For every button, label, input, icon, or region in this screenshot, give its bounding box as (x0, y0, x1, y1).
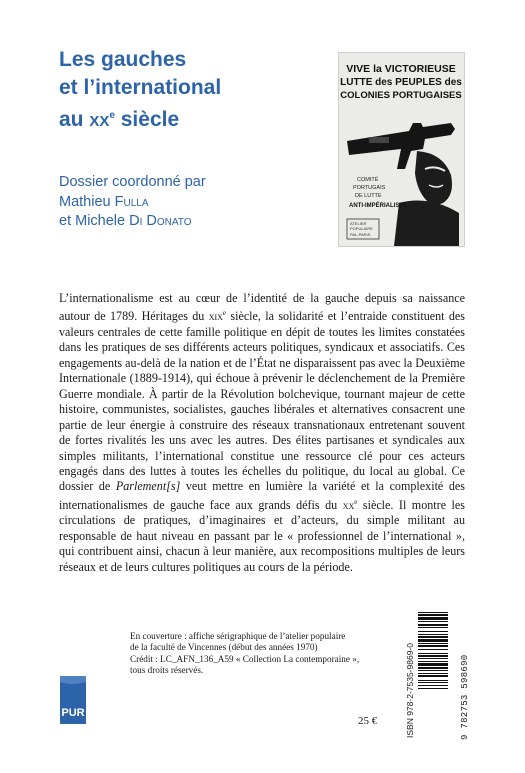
summary-part-2: siècle, la solidarité et l’entraide constituent des valeurs centrales de cette famille politique en dépit de toutes les limites constatées dans les pratiques de ses différents acteurs politiques, syndicaux et associatifs. Ces engagements au-delà de la nation et de l’État ne disparaissent pas avec la Deuxième Internationale (1889-1914), qui échoue à prévenir le déclenchement de la Première Guerre mondiale. À partir de la Révolution bolchevique, tournant majeur de cette histoire, communistes, socialistes, gauches libérales et alternatives consacrent une partie de leur énergie à construire des réseaux transnationaux entretenant souvent de fortes rivalités les uns avec les autres. Des élites partisanes et syndicales aux simples militants, l’international constitue une ressource clé pour ces acteurs engagés dans des luttes à toutes les échelles du politique, du local au global. Ce dossier de (59, 309, 465, 494)
poster-stamp-2: POPULAIRE (350, 226, 373, 231)
back-cover-summary (59, 291, 465, 575)
poster-caption-1: COMITÉ (357, 177, 379, 183)
publisher-logo (60, 676, 86, 724)
summary-part-1: L’internationalisme est au cœur de l’identité de la gauche depuis sa naissance autour de 1789. Héritages du (59, 291, 465, 324)
poster-line-3: COLONIES PORTUGAISES (340, 90, 462, 101)
poster-stamp-3: PAL-PARIS (350, 232, 371, 237)
ean-digits: 9 782753 598690 (460, 654, 470, 740)
poster-stamp-1: ATELIER (350, 221, 367, 226)
summary-century-2-sup: e (354, 497, 358, 506)
barcode-bar (418, 636, 448, 638)
title-line-1: Les gauches (59, 48, 187, 71)
poster-line-2: LUTTE des PEUPLES des (340, 77, 462, 88)
editor-2 (59, 212, 299, 232)
barcode-bar (418, 685, 448, 686)
barcode-bar (418, 634, 448, 635)
editor-1-last: Fulla (114, 193, 149, 210)
barcode-bar (418, 614, 448, 616)
summary-century-1-sup: e (222, 309, 227, 318)
cover-credit-line-2: de la faculté de Vincennes (début des années 1970) (130, 642, 318, 653)
barcode-bar (418, 617, 448, 620)
barcode-bar (418, 639, 448, 642)
title-line-3-post: siècle (114, 108, 180, 131)
poster-caption-4: ANTI-IMPÉRIALISTE (349, 203, 407, 209)
journal-name: Parlement[s] (115, 479, 181, 494)
barcode-bar (418, 645, 448, 647)
barcode-bar (418, 682, 448, 683)
title-century-sup: e (109, 110, 115, 121)
barcode-bar (418, 649, 448, 650)
coordinated-by-label: Dossier coordonné par (59, 174, 206, 190)
summary-century-2: xx (342, 497, 355, 512)
barcode-bar (418, 627, 448, 628)
summary-part-4: siècle. Il montre les circulations de pratiques, d’imaginaires et d’acteurs, du simple militant au responsable de haut niveau en passant par le « professionnel de l’international », qui contribuent ainsi, chacun à leur manière, aux recompositions multiples de leurs réseaux et de leurs cultures politiques au cours de la période. (59, 497, 465, 574)
barcode-bar (418, 670, 448, 671)
title-line-3 (59, 102, 289, 134)
cover-credit-line-1: En couverture : affiche sérigraphique de l’atelier populaire (130, 631, 346, 641)
poster-caption-3: DE LUTTE (355, 193, 382, 199)
publisher-logo-text: PUR (61, 707, 85, 719)
barcode-bar (418, 688, 448, 689)
isbn-label: ISBN 978-2-7535-9869-0 (405, 643, 415, 738)
editors-credit (59, 173, 299, 232)
barcode-bar (418, 612, 448, 613)
cover-credit-line-4: tous droits réservés. (130, 665, 204, 676)
poster-illustration (339, 53, 464, 246)
barcode-bar (418, 655, 448, 657)
barcode-bar (418, 673, 448, 674)
summary-part-3: veut mettre en lumière la variété et la complexité des internationalismes de gauche face aux grands défis du (59, 479, 465, 512)
barcode-bar (418, 675, 448, 677)
barcode-bar (418, 667, 448, 669)
barcode-bar (418, 621, 448, 622)
barcode-bar (418, 624, 448, 626)
title-line-2: et l’international (59, 76, 222, 99)
price: 25 € (358, 715, 378, 727)
barcode-bar (418, 631, 448, 632)
title-century-numeral: xx (89, 108, 110, 131)
barcode-bar (418, 658, 448, 659)
barcode-graphic (418, 610, 458, 742)
cover-credit-line-3: Crédit : LC_AFN_136_A59 « Collection La contemporaine », (130, 653, 360, 664)
poster-line-1: VIVE la VICTORIEUSE (346, 63, 456, 75)
cover-poster-image (338, 52, 465, 247)
barcode-bar (418, 663, 448, 666)
summary-century-1: xix (208, 309, 223, 324)
barcode-bar (418, 653, 448, 654)
barcode-bar (418, 643, 448, 644)
poster-caption-2: PORTUGAIS (353, 185, 386, 191)
book-title (59, 46, 289, 134)
title-line-3-pre: au (59, 108, 90, 131)
editor-2-prefix: et Michele (59, 213, 130, 229)
editor-2-last: Di Donato (129, 213, 192, 229)
editor-1-first: Mathieu (59, 193, 115, 210)
editor-1 (59, 193, 299, 213)
cover-credit (130, 631, 390, 677)
barcode-bar (418, 661, 448, 662)
barcode-bar (418, 680, 448, 681)
